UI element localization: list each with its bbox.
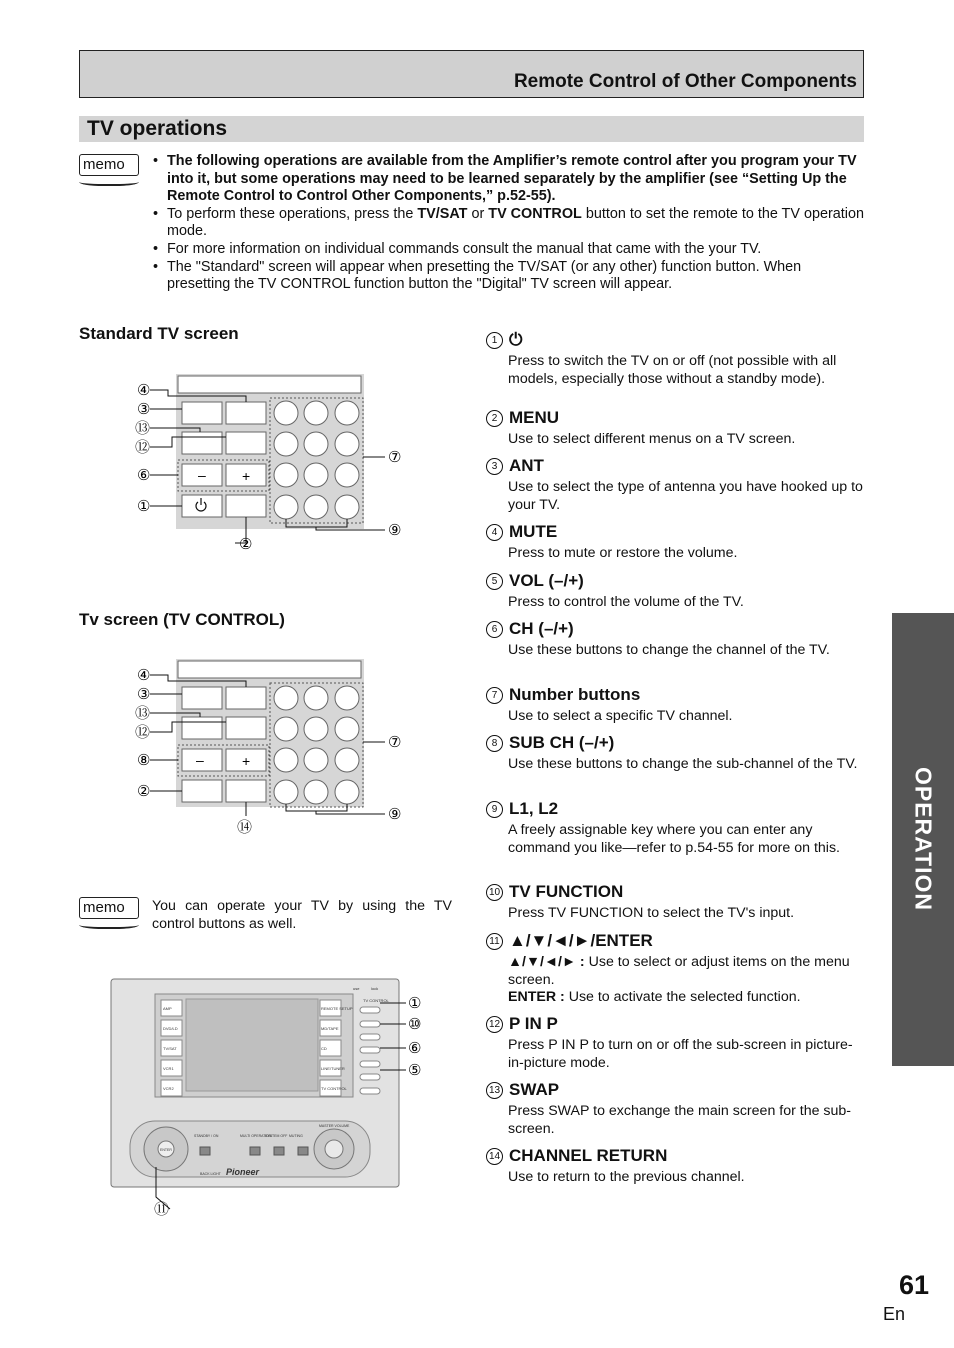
mute-button[interactable] (226, 687, 266, 709)
plus-label: + (242, 468, 251, 484)
tv-control-screen-heading: Tv screen (TV CONTROL) (79, 610, 285, 629)
device-btn-tv-control: TV CONTROL (321, 1086, 347, 1091)
callout-swap: ⑬ (135, 705, 151, 722)
callout-mute: ④ (137, 667, 151, 684)
device-system-off-label: SYSTEM OFF (265, 1134, 288, 1138)
item-l1l2 (486, 799, 866, 857)
note-1 (153, 153, 866, 206)
item-4-num: 4 (486, 524, 503, 541)
mute-button[interactable] (226, 402, 266, 424)
item-vol (486, 571, 866, 612)
device-btn-vcr2: VCR2 (163, 1086, 174, 1091)
callout-menu: ② (137, 783, 151, 800)
item-3-title: ANT (509, 456, 544, 475)
item-10-title: TV FUNCTION (509, 882, 624, 901)
device-btn-vcr1: VCR1 (163, 1066, 174, 1071)
item-10-num: 10 (486, 884, 503, 901)
device-btn-line: LINE/TUNER (321, 1066, 345, 1071)
device-lock-label: lock (371, 986, 379, 991)
pinp-button[interactable] (226, 432, 266, 454)
item-11-t2: Use to activate the selected function. (564, 989, 801, 1006)
item-11-t1: Use to select or adjust items on the menu screen. (508, 954, 850, 988)
device-standby-label: STANDBY / ON (194, 1134, 219, 1138)
minus-label: – (196, 752, 204, 768)
item-4-body: Press to mute or restore the volume. (508, 545, 738, 561)
item-3-num: 3 (486, 458, 503, 475)
memo-icon-2 (79, 897, 139, 929)
callout-subch: ⑧ (137, 752, 151, 769)
remote-device-illustration (108, 977, 438, 1222)
item-ch (486, 619, 866, 660)
side-tab (892, 613, 954, 1066)
item-tv-function (486, 882, 866, 923)
item-6-num: 6 (486, 621, 503, 638)
memo-label: memo (79, 154, 139, 176)
item-1-body: Press to switch the TV on or off (not possible with all models, especially those without a standby mode). (508, 353, 837, 387)
note-2-b2: TV CONTROL (488, 205, 582, 222)
item-11-title: ▲/▼/◄/►/ENTER (509, 931, 653, 950)
callout-pinp: ⑫ (135, 439, 151, 456)
device-btn-dvd: DVD/LD (163, 1026, 178, 1031)
callout-vol: ⑤ (408, 1062, 422, 1079)
power-button[interactable] (182, 495, 222, 517)
item-13-title: SWAP (509, 1080, 560, 1099)
pioneer-logo: Pioneer (226, 1167, 260, 1177)
item-2-body: Use to select different menus on a TV screen. (508, 431, 796, 447)
item-5-title: VOL (–/+) (509, 571, 584, 590)
note-2-pre: To perform these operations, press the (167, 205, 418, 222)
note-1-bold: The following operations are available from the Amplifier’s remote control after you program your TV into it, but some operations may need to be learned separately by the amplifier (see “Setting Up the Remote Control to Control Other Components,” p.52-55). (167, 153, 857, 205)
item-6-title: CH (–/+) (509, 619, 574, 638)
device-muting-label: MUTING (289, 1134, 303, 1138)
callout-ch: ⑥ (137, 467, 151, 484)
item-14-num: 14 (486, 1148, 503, 1165)
side-tab-label: OPERATION (910, 766, 937, 912)
item-7-num: 7 (486, 687, 503, 704)
note-2-post: button to set the remote to the TV operation mode. (167, 205, 864, 240)
minus-label: – (198, 467, 206, 483)
item-11-b1: ▲/▼/◄/► : (508, 954, 585, 970)
item-2-title: MENU (509, 408, 560, 427)
callout-tv-function: ⑩ (408, 1016, 422, 1033)
device-tv-control-label: TV CONTROL (363, 998, 389, 1003)
device-btn-md: MD/TAPE (321, 1026, 339, 1031)
item-10-body: Press TV FUNCTION to select the TV's input. (508, 905, 795, 921)
item-12-body: Press P IN P to turn on or off the sub-screen in picture-in-picture mode. (508, 1037, 853, 1071)
page-title-bar (79, 116, 864, 142)
device-volume-knob (325, 1140, 343, 1158)
tv-control-screen-diagram (120, 651, 420, 846)
callout-ant: ③ (137, 686, 151, 703)
pinp-button[interactable] (226, 717, 266, 739)
callout-swap: ⑬ (135, 420, 151, 437)
memo-book-icon (79, 176, 139, 186)
item-8-body: Use these buttons to change the sub-channel of the TV. (508, 756, 858, 772)
item-7-body: Use to select a specific TV channel. (508, 708, 733, 724)
note-3: • For more information on individual commands consult the manual that came with the your TV. (153, 241, 866, 259)
item-8-title: SUB CH (–/+) (509, 733, 615, 752)
item-13-body: Press SWAP to exchange the main screen for the sub-screen. (508, 1103, 852, 1137)
screen-title-bar (178, 661, 361, 678)
memo-2-text: You can operate your TV by using the TV control buttons as well. (152, 898, 452, 932)
item-subch (486, 733, 866, 774)
device-multi-op-label: MULTI OPERATION (240, 1134, 272, 1138)
callout-menu: ② (239, 536, 253, 553)
callout-number: ⑦ (388, 734, 402, 751)
callout-l1l2: ⑨ (388, 806, 402, 823)
item-11-b2: ENTER : (508, 989, 565, 1006)
item-12-title: P IN P (509, 1014, 558, 1033)
callout-ch: ⑥ (408, 1040, 422, 1057)
device-btn-remote-setup: REMOTE SETUP (321, 1006, 353, 1011)
memo-label-2: memo (79, 897, 139, 919)
ant-button[interactable] (182, 402, 222, 424)
item-arrows-enter (486, 931, 866, 1007)
item-5-body: Press to control the volume of the TV. (508, 594, 744, 610)
callout-l1l2: ⑨ (388, 522, 402, 539)
item-5-num: 5 (486, 573, 503, 590)
item-ant (486, 456, 866, 514)
standard-screen-heading: Standard TV screen (79, 324, 239, 343)
note-4: • The "Standard" screen will appear when presetting the TV/SAT (or any other) function button. When presetting the TV CONTROL function button the "Digital" TV screen will appear. (153, 259, 866, 294)
device-enter-label: ENTER (160, 1148, 172, 1152)
callout-mute: ④ (137, 382, 151, 399)
item-9-num: 9 (486, 801, 503, 818)
item-4-title: MUTE (509, 522, 558, 541)
callout-number: ⑦ (388, 449, 402, 466)
device-btn-cd: CD (321, 1046, 327, 1051)
channel-return-button[interactable] (226, 780, 266, 802)
item-channel-return (486, 1146, 866, 1187)
item-mute (486, 522, 866, 563)
item-9-body: A freely assignable key where you can enter any command you like—refer to p.54-55 for more on this. (508, 822, 840, 856)
notes-list (153, 153, 866, 294)
note-2-b1: TV/SAT (417, 205, 468, 222)
menu-button[interactable] (226, 495, 266, 517)
memo-book-icon-2 (79, 919, 139, 929)
callout-channel-return: ⑭ (237, 819, 253, 836)
plus-label: + (242, 753, 251, 769)
callout-power: ① (408, 995, 422, 1012)
item-menu (486, 408, 866, 449)
section-header-title: Remote Control of Other Components (513, 71, 857, 92)
device-btn-amp: AMP (163, 1006, 172, 1011)
callout-power: ① (137, 498, 151, 515)
item-11-body (508, 954, 866, 1007)
item-13-num: 13 (486, 1082, 503, 1099)
callout-pinp: ⑫ (135, 724, 151, 741)
page-number: 61 (898, 1270, 929, 1300)
item-power (486, 330, 866, 388)
callout-enter: ⑪ (154, 1201, 170, 1218)
item-1-num: 1 (486, 332, 503, 349)
item-9-title: L1, L2 (509, 799, 559, 818)
item-8-num: 8 (486, 735, 503, 752)
callout-ant: ③ (137, 401, 151, 418)
device-master-volume-label: MASTER VOLUME (319, 1124, 350, 1128)
item-3-body: Use to select the type of antenna you have hooked up to your TV. (508, 479, 863, 513)
item-pinp (486, 1014, 866, 1072)
page-language: En (882, 1304, 905, 1324)
device-screen (186, 999, 318, 1091)
note-2-mid: or (467, 205, 489, 222)
device-btn-tvsat: TV/SAT (163, 1046, 177, 1051)
menu-button[interactable] (182, 780, 222, 802)
memo-icon (79, 154, 139, 186)
item-11-num: 11 (486, 933, 503, 950)
swap-button[interactable] (182, 717, 222, 739)
item-12-num: 12 (486, 1016, 503, 1033)
item-14-body: Use to return to the previous channel. (508, 1169, 745, 1185)
item-6-body: Use these buttons to change the channel of the TV. (508, 642, 830, 658)
note-2 (153, 206, 866, 241)
ant-button[interactable] (182, 687, 222, 709)
standard-screen-diagram (120, 365, 420, 560)
item-2-num: 2 (486, 410, 503, 427)
item-number (486, 685, 866, 726)
page-title: TV operations (87, 117, 228, 140)
section-header-box (79, 50, 864, 98)
item-7-title: Number buttons (509, 685, 641, 704)
item-14-title: CHANNEL RETURN (509, 1146, 668, 1165)
item-swap (486, 1080, 866, 1138)
device-use-label: use (353, 986, 360, 991)
device-backlight-label: BACK LIGHT (200, 1172, 221, 1176)
swap-button[interactable] (182, 432, 222, 454)
item-1-title: ⏻ (509, 330, 523, 349)
screen-title-bar (178, 376, 361, 393)
